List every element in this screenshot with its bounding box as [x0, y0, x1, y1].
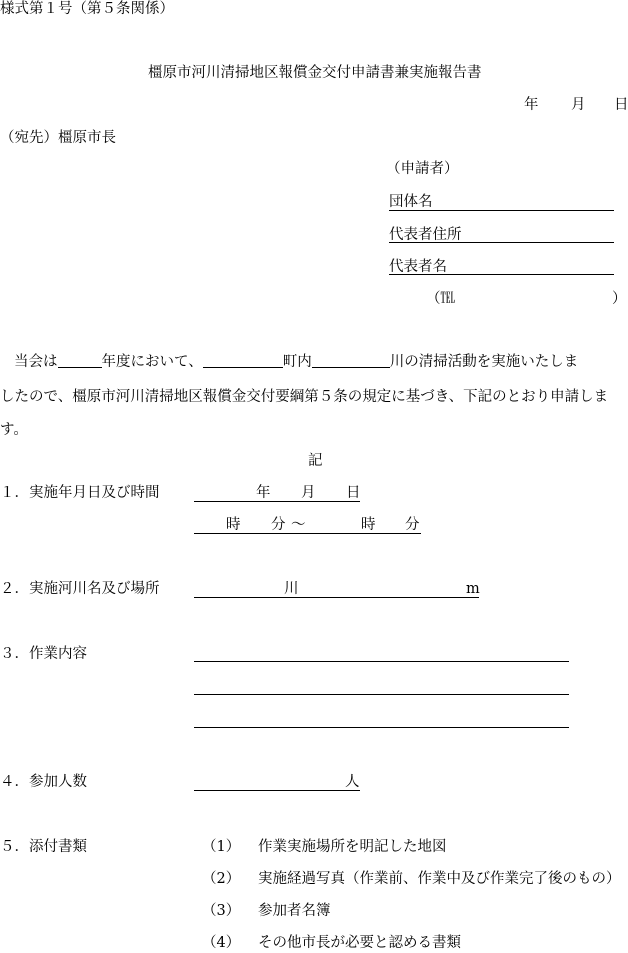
item-2-unit: m — [466, 581, 480, 597]
item-1-month: 月 — [301, 485, 316, 501]
item-4-field[interactable] — [194, 790, 360, 791]
item-1-min-end: 分 — [405, 517, 420, 533]
ki-heading: 記 — [308, 453, 323, 469]
attachment-text: 実施経過写真（作業前、作業中及び作業完了後のもの） — [258, 871, 621, 887]
attachment-num: （1） — [202, 839, 241, 855]
body-p1: 当会は — [14, 354, 58, 370]
attachment-num: （4） — [202, 935, 241, 951]
date-month: 月 — [571, 97, 586, 113]
attachment-num: （2） — [202, 871, 241, 887]
item-1-date-field[interactable] — [194, 501, 360, 502]
addressee: （宛先）橿原市長 — [0, 130, 116, 146]
body-line-2: したので、橿原市河川清掃地区報償金交付要綱第５条の規定に基づき、下記のとおり申請しま — [0, 389, 609, 405]
body-p4: 川の清掃活動を実施いたしま — [389, 354, 579, 370]
fiscal-year-blank[interactable] — [58, 355, 102, 368]
item-3-label: ３．作業内容 — [0, 646, 87, 662]
attachment-text: 参加者名簿 — [258, 903, 331, 919]
body-p3: 町内 — [282, 354, 312, 370]
applicant-heading: （申請者） — [386, 161, 459, 177]
rep-name-label: 代表者名 — [389, 259, 447, 275]
river-blank[interactable] — [312, 355, 390, 368]
item-1-day: 日 — [346, 485, 361, 501]
body-line-1 — [14, 355, 578, 370]
district-blank[interactable] — [203, 355, 283, 368]
item-1-hour-start: 時 — [226, 517, 241, 533]
item-1-min-start: 分 — [271, 517, 286, 533]
rep-name-field[interactable] — [389, 274, 614, 275]
item-3-field-3[interactable] — [194, 727, 569, 728]
form-number: 様式第１号（第５条関係） — [0, 1, 174, 17]
tel-close: ） — [612, 291, 627, 307]
item-1-time-field[interactable] — [194, 533, 421, 534]
attachment-num: （3） — [202, 903, 241, 919]
attachment-text: 作業実施場所を明記した地図 — [258, 839, 447, 855]
group-name-label: 団体名 — [389, 194, 433, 210]
body-p2: 年度において、 — [101, 354, 203, 370]
item-2-field[interactable] — [194, 597, 479, 598]
group-name-field[interactable] — [389, 210, 614, 211]
item-4-label: ４．参加人数 — [0, 774, 87, 790]
date-year: 年 — [524, 97, 539, 113]
item-2-river-char: 川 — [284, 581, 299, 597]
item-1-year: 年 — [256, 485, 271, 501]
item-1-hour-end: 時 — [361, 517, 376, 533]
tel-open: （℡ — [426, 291, 455, 307]
rep-address-label: 代表者住所 — [389, 227, 462, 243]
body-line-3: す。 — [0, 422, 28, 438]
rep-address-field[interactable] — [389, 242, 614, 243]
item-1-tilde: ～ — [291, 517, 306, 533]
date-day: 日 — [614, 97, 628, 113]
item-5-label: ５．添付書類 — [0, 839, 87, 855]
item-3-field-1[interactable] — [194, 661, 569, 662]
item-4-unit: 人 — [345, 774, 360, 790]
item-1-label: １．実施年月日及び時間 — [0, 485, 160, 501]
form-title: 橿原市河川清掃地区報償金交付申請書兼実施報告書 — [148, 65, 482, 81]
item-2-label: ２．実施河川名及び場所 — [0, 581, 160, 597]
item-3-field-2[interactable] — [194, 694, 569, 695]
attachment-text: その他市長が必要と認める書類 — [258, 935, 461, 951]
